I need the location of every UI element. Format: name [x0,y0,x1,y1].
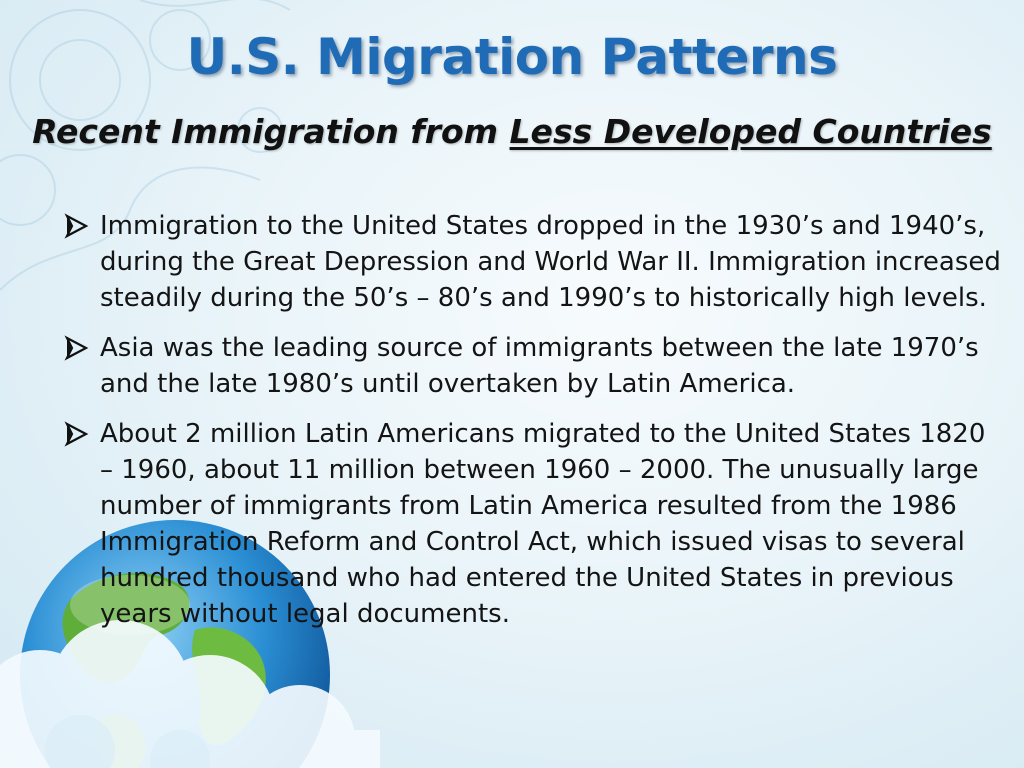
arrow-bullet-icon [64,213,90,239]
bullet-item [64,330,1004,402]
bullet-text: Asia was the leading source of immigrants between the late 1970’s and the late 1980’s until overtaken by Latin America. [100,333,979,399]
bullet-text: Immigration to the United States dropped in the 1930’s and 1940’s, during the Great Depression and World War II. Immigration increased steadily during the 50’s – 80’s and 1990’s to historically high levels. [100,211,1001,313]
page-subtitle [0,112,1024,151]
subtitle-prefix: Recent Immigration from [32,112,510,151]
bullet-item [64,208,1004,316]
arrow-bullet-icon [64,335,90,361]
bullet-list [64,208,1004,646]
bullet-item [64,416,1004,632]
bullet-text: About 2 million Latin Americans migrated to the United States 1820 – 1960, about 11 million between 1960 – 2000. The unusually large number of immigrants from Latin America resulted from the 1986 Immigration Reform and Control Act, which issued visas to several hundred thousand who had entered the United States in previous years without legal documents. [100,419,986,629]
page-title: U.S. Migration Patterns [186,28,838,86]
subtitle-underlined: Less Developed Countries [509,112,992,151]
arrow-bullet-icon [64,421,90,447]
